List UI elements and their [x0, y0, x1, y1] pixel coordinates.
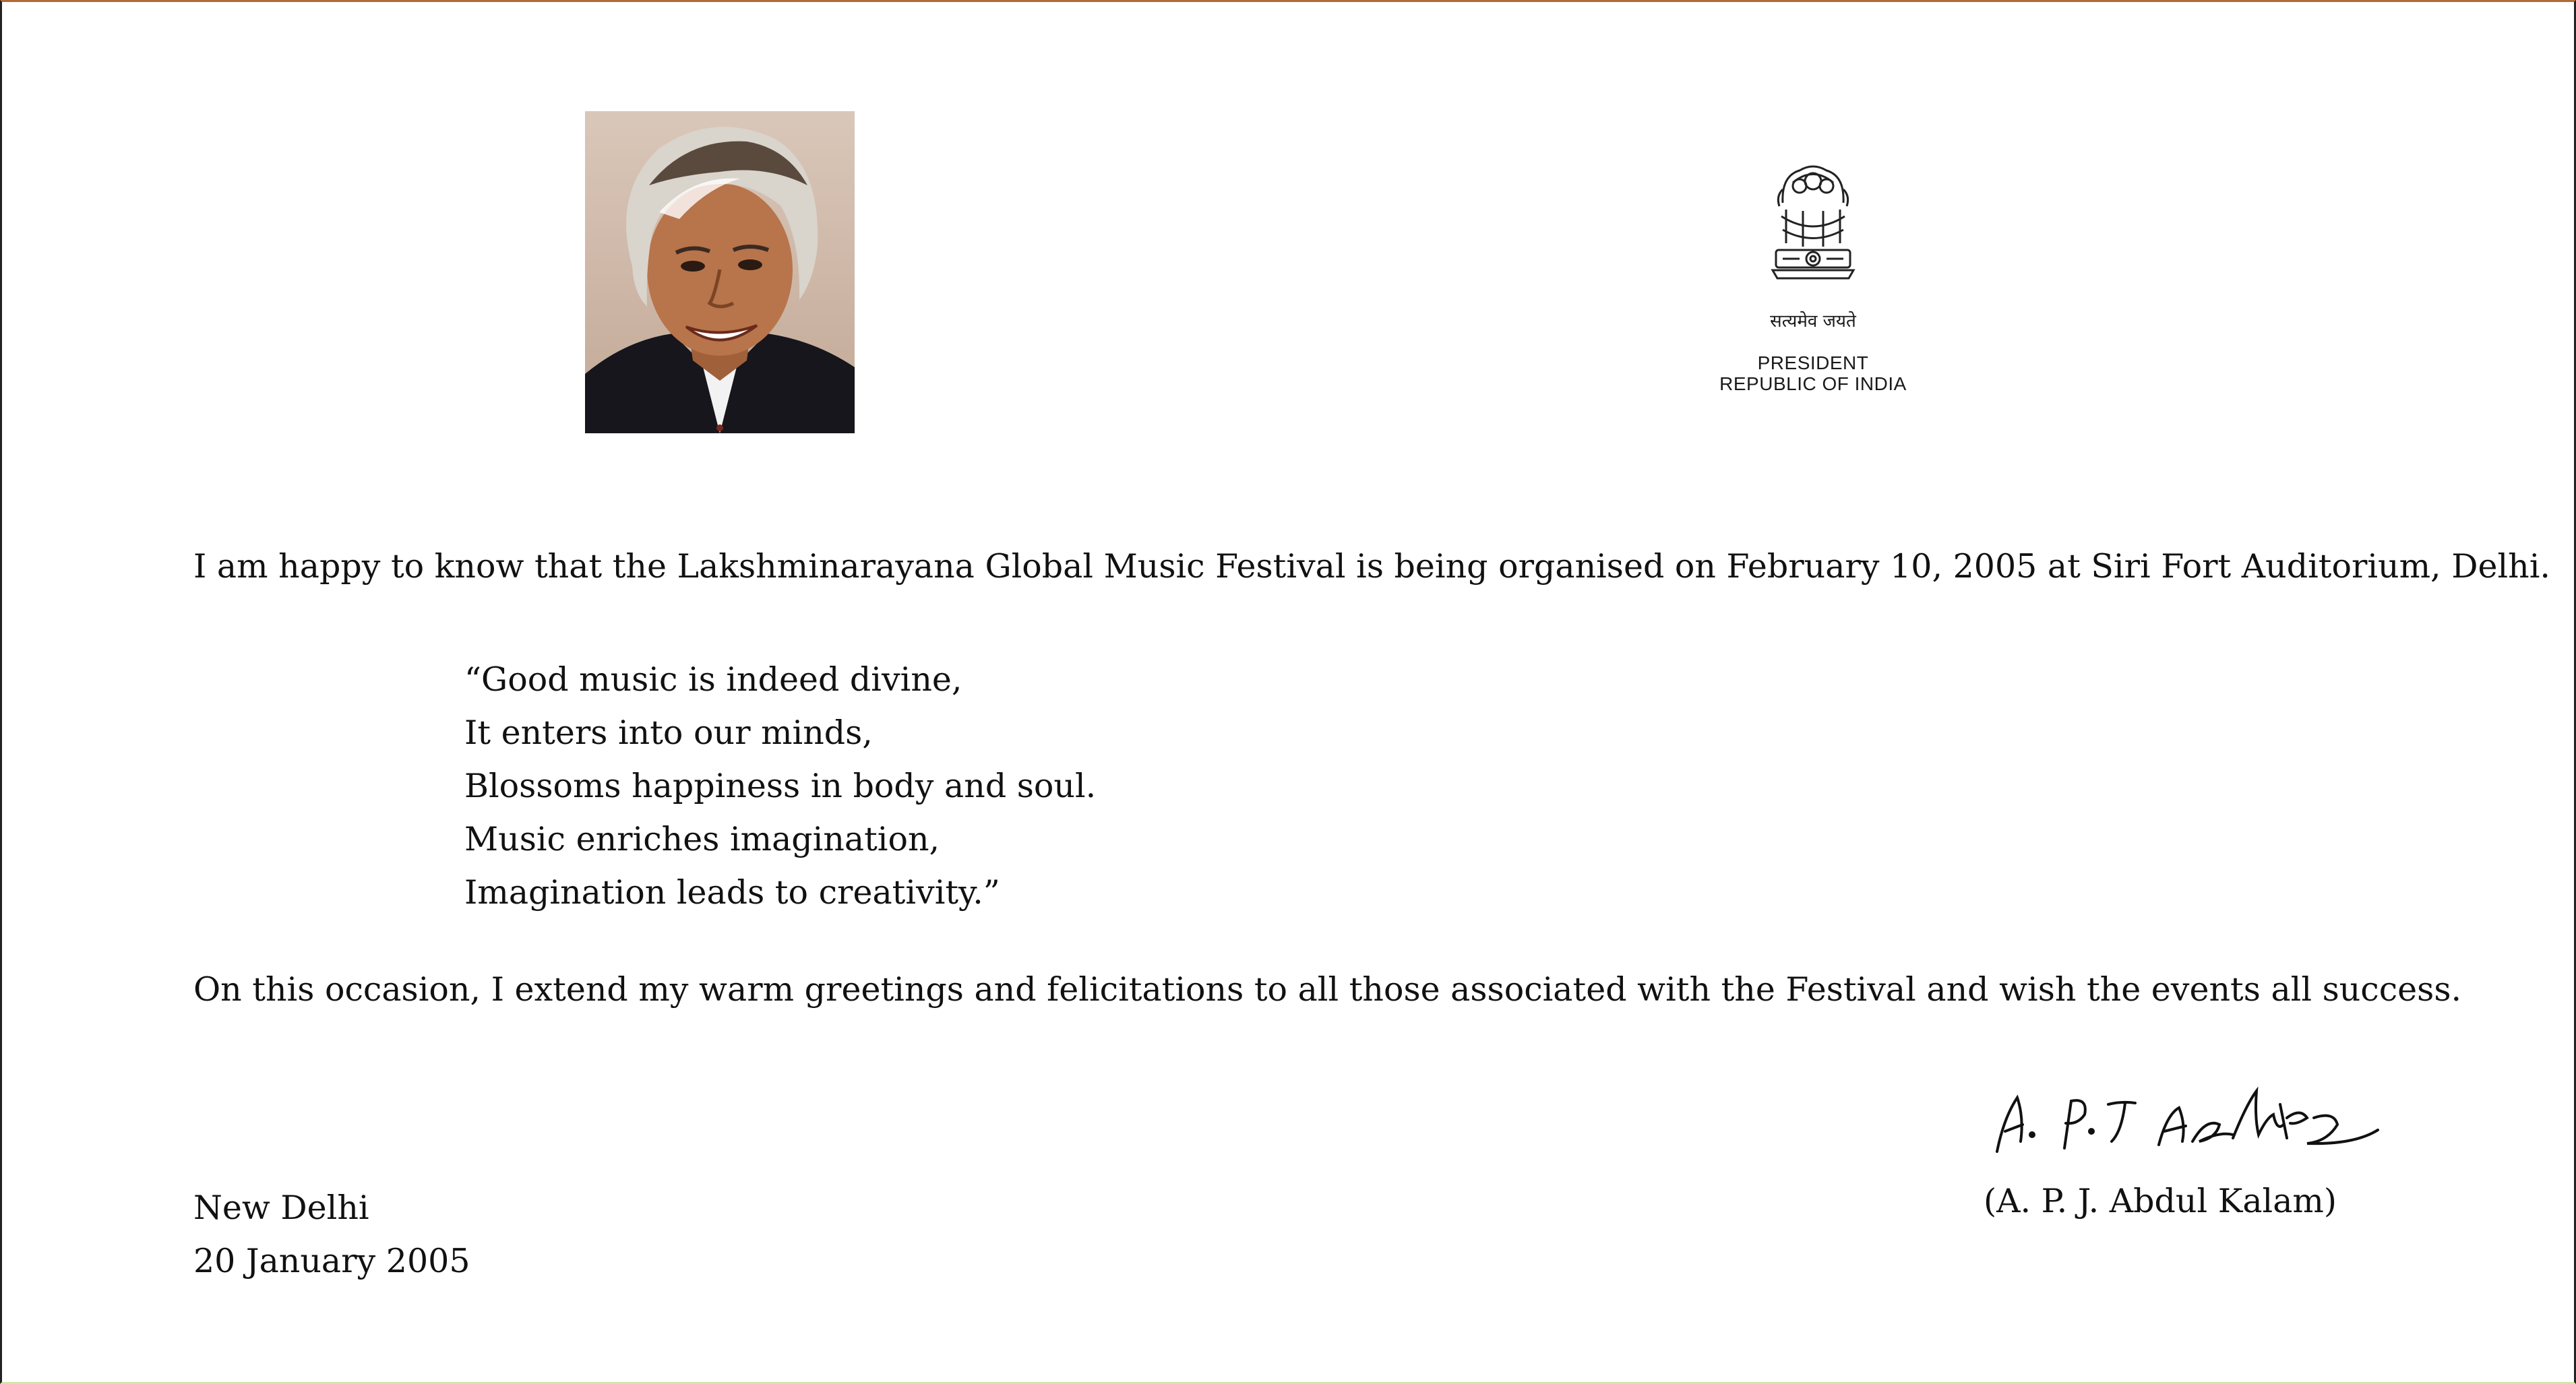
handwritten-signature	[1990, 1077, 2381, 1158]
place: New Delhi	[193, 1189, 369, 1227]
closing-paragraph: On this occasion, I extend my warm greetings and felicitations to all those associated with the Festival and wish the events all success.	[193, 970, 2462, 1009]
intro-paragraph: I am happy to know that the Lakshminarayana Global Music Festival is being organised on February 10, 2005 at Siri Fort Auditorium, Delhi.	[193, 547, 2550, 586]
office-title-line-1: PRESIDENT	[1757, 352, 1869, 373]
poem-line: Imagination leads to creativity.”	[464, 873, 1000, 912]
date: 20 January 2005	[193, 1242, 470, 1280]
poem-line: Music enriches imagination,	[464, 820, 940, 858]
signatory-name: (A. P. J. Abdul Kalam)	[1983, 1182, 2337, 1220]
poem-block	[464, 653, 1096, 919]
office-title-line-2: REPUBLIC OF INDIA	[1719, 373, 1907, 394]
portrait-photo	[585, 111, 855, 433]
poem-line: It enters into our minds,	[464, 714, 873, 752]
place-date-block	[193, 1181, 470, 1288]
poem-line: Blossoms happiness in body and soul.	[464, 767, 1097, 805]
office-title	[1687, 352, 1939, 394]
poem-line: “Good music is indeed divine,	[464, 660, 962, 699]
national-emblem-icon	[1762, 156, 1864, 303]
emblem-motto: सत्यमेव जयते	[1770, 311, 1856, 332]
